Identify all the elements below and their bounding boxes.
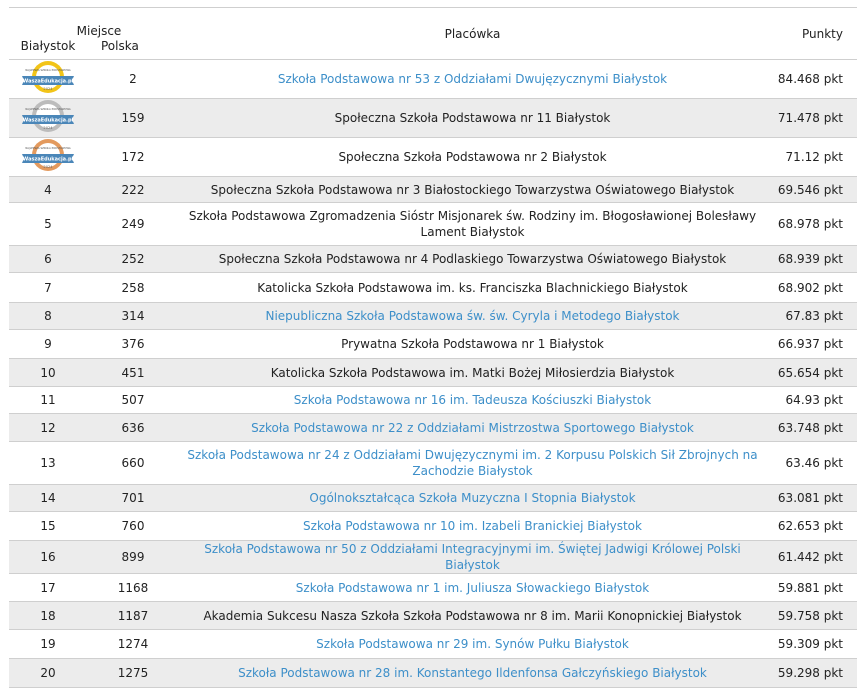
bronze-medal-icon: [20, 138, 76, 172]
table-header: [9, 8, 857, 60]
rank-polska: 660: [121, 456, 145, 470]
school-name: Społeczna Szkoła Podstawowa nr 11 Białystok: [334, 111, 611, 125]
points-value: 59.758 pkt: [777, 608, 843, 623]
points-cell: [766, 303, 857, 330]
table-row: [9, 512, 857, 541]
rank-bialystok-cell: [9, 273, 87, 303]
points-cell: [766, 485, 857, 512]
rank-polska-cell: [87, 99, 179, 138]
table-row: [9, 602, 857, 630]
points-value: 59.309 pkt: [777, 637, 843, 651]
rank-bialystok-cell: [9, 574, 87, 602]
rank-polska: 1274: [117, 637, 149, 651]
school-name: Katolicka Szkoła Podstawowa im. ks. Franciszka Blachnickiego Białystok: [257, 280, 688, 295]
school-cell: [179, 99, 766, 138]
points-value: 63.081 pkt: [777, 491, 843, 505]
table-row: [9, 541, 857, 574]
table-row: [9, 273, 857, 303]
rank-polska: 760: [121, 519, 145, 533]
svg-text:2024: 2024: [43, 126, 53, 130]
table-row: [9, 246, 857, 273]
table-row: [9, 203, 857, 246]
gold-medal-icon: [20, 60, 76, 94]
points-value: 62.653 pkt: [777, 519, 843, 533]
rank-bialystok: 16: [40, 550, 56, 564]
rank-bialystok-cell: [9, 602, 87, 630]
table-row: [9, 359, 857, 387]
ranking-table: [9, 7, 857, 688]
points-value: 64.93 pkt: [785, 393, 843, 407]
rank-polska: 1168: [117, 580, 149, 595]
table-row: [9, 138, 857, 177]
svg-text:2024: 2024: [43, 165, 53, 169]
rank-bialystok: 4: [44, 182, 52, 197]
points-value: 68.978 pkt: [777, 217, 843, 231]
points-cell: [766, 602, 857, 630]
table-row: [9, 485, 857, 512]
rank-bialystok-cell: [9, 512, 87, 541]
table-row: [9, 659, 857, 688]
points-value: 67.83 pkt: [785, 309, 843, 323]
table-row: [9, 630, 857, 659]
rank-bialystok-cell: [9, 414, 87, 442]
school-cell: [179, 485, 766, 512]
header-placowka[interactable]: Placówka: [444, 26, 501, 41]
rank-polska-cell: [87, 203, 179, 246]
rank-bialystok: 20: [40, 666, 56, 680]
points-cell: [766, 99, 857, 138]
table-row: [9, 442, 857, 485]
rank-bialystok-cell: [9, 177, 87, 203]
school-name: Społeczna Szkoła Podstawowa nr 2 Białystok: [338, 150, 607, 164]
school-name: Akademia Sukcesu Nasza Szkoła Szkoła Podstawowa nr 8 im. Marii Konopnickiej Białystok: [203, 608, 742, 623]
points-cell: [766, 387, 857, 414]
svg-text:NAJLEPSZA SZKOŁA PODSTAWOWA: NAJLEPSZA SZKOŁA PODSTAWOWA: [25, 147, 71, 150]
school-link[interactable]: Szkoła Podstawowa nr 53 z Oddziałami Dwujęzycznymi Białystok: [277, 72, 668, 86]
school-cell: [179, 203, 766, 246]
points-cell: [766, 442, 857, 485]
rank-polska-cell: [87, 138, 179, 177]
points-value: 69.546 pkt: [777, 182, 843, 197]
svg-text:WaszaEdukacja.pl: WaszaEdukacja.pl: [22, 156, 74, 163]
school-cell: [179, 387, 766, 414]
points-value: 68.902 pkt: [777, 280, 843, 295]
school-cell: [179, 630, 766, 659]
rank-polska-cell: [87, 512, 179, 541]
rank-bialystok-cell: [9, 330, 87, 359]
school-cell: [179, 574, 766, 602]
school-cell: [179, 273, 766, 303]
school-cell: [179, 177, 766, 203]
points-cell: [766, 273, 857, 303]
rank-polska: 701: [121, 491, 145, 505]
points-value: 71.478 pkt: [777, 111, 843, 125]
rank-bialystok-cell: [9, 359, 87, 387]
school-name: Katolicka Szkoła Podstawowa im. Matki Bożej Miłosierdzia Białystok: [270, 365, 675, 380]
silver-medal-icon: [20, 99, 76, 133]
rank-polska: 314: [121, 309, 145, 323]
rank-bialystok: 13: [40, 456, 56, 470]
svg-text:WaszaEdukacja.pl: WaszaEdukacja.pl: [22, 117, 74, 124]
rank-polska-cell: [87, 177, 179, 203]
points-cell: [766, 246, 857, 273]
school-cell: [179, 414, 766, 442]
school-link[interactable]: Niepubliczna Szkoła Podstawowa św. św. Cyryla i Metodego Białystok: [265, 309, 680, 323]
school-cell: [179, 60, 766, 99]
svg-text:2024: 2024: [43, 87, 53, 91]
rank-bialystok: 15: [40, 519, 56, 533]
points-cell: [766, 630, 857, 659]
rank-bialystok: 14: [40, 491, 56, 505]
rank-bialystok-cell: [9, 485, 87, 512]
rank-bialystok: 7: [44, 280, 52, 295]
school-cell: [179, 303, 766, 330]
school-name: Społeczna Szkoła Podstawowa nr 3 Białostockiego Towarzystwa Oświatowego Białystok: [210, 182, 735, 197]
rank-bialystok-cell: [9, 303, 87, 330]
rank-bialystok-cell: [9, 442, 87, 485]
rank-polska: 222: [121, 182, 145, 197]
rank-bialystok: 17: [40, 580, 56, 595]
school-link[interactable]: Szkoła Podstawowa nr 1 im. Juliusza Słowackiego Białystok: [295, 580, 650, 595]
svg-text:WaszaEdukacja.pl: WaszaEdukacja.pl: [22, 78, 74, 85]
points-cell: [766, 203, 857, 246]
school-cell: [179, 541, 766, 574]
svg-text:NAJLEPSZA SZKOŁA PODSTAWOWA: NAJLEPSZA SZKOŁA PODSTAWOWA: [25, 108, 71, 111]
school-link[interactable]: Ogólnokształcąca Szkoła Muzyczna I Stopnia Białystok: [309, 491, 636, 505]
rank-polska-cell: [87, 303, 179, 330]
school-link[interactable]: Szkoła Podstawowa nr 16 im. Tadeusza Kościuszki Białystok: [293, 393, 652, 407]
points-value: 71.12 pkt: [785, 150, 843, 164]
points-value: 65.654 pkt: [777, 365, 843, 380]
rank-polska-cell: [87, 602, 179, 630]
rank-polska: 636: [121, 420, 145, 435]
school-name: Prywatna Szkoła Podstawowa nr 1 Białystok: [341, 337, 604, 351]
points-value: 61.442 pkt: [777, 550, 843, 564]
school-link[interactable]: Szkoła Podstawowa nr 29 im. Synów Pułku Białystok: [316, 637, 629, 651]
rank-bialystok-cell: [9, 138, 87, 177]
rank-polska: 507: [121, 393, 145, 407]
rank-bialystok-cell: [9, 246, 87, 273]
rank-polska: 159: [121, 111, 145, 125]
header-punkty[interactable]: Punkty: [802, 26, 843, 41]
rank-bialystok-cell: [9, 630, 87, 659]
rank-polska-cell: [87, 246, 179, 273]
table-row: [9, 330, 857, 359]
rank-polska: 252: [121, 252, 145, 266]
rank-bialystok: 9: [44, 337, 52, 351]
table-body: [9, 60, 857, 688]
rank-bialystok-cell: [9, 541, 87, 574]
points-value: 63.46 pkt: [785, 456, 843, 470]
points-value: 59.298 pkt: [777, 666, 843, 680]
points-value: 68.939 pkt: [777, 252, 843, 266]
header-miejsce-label: Miejsce: [76, 24, 122, 38]
school-cell: [179, 138, 766, 177]
rank-polska-cell: [87, 442, 179, 485]
rank-polska: 172: [121, 150, 145, 164]
points-cell: [766, 138, 857, 177]
rank-polska: 2: [129, 72, 137, 86]
points-cell: [766, 177, 857, 203]
table-row: [9, 387, 857, 414]
rank-polska-cell: [87, 485, 179, 512]
points-cell: [766, 512, 857, 541]
school-link[interactable]: Szkoła Podstawowa nr 10 im. Izabeli Branickiej Białystok: [303, 519, 642, 533]
rank-bialystok-cell: [9, 387, 87, 414]
rank-bialystok-cell: [9, 659, 87, 688]
school-name: Szkoła Podstawowa Zgromadzenia Sióstr Misjonarek św. Rodziny im. Błogosławionej Bolesławy Lament Białystok: [188, 209, 757, 239]
header-row: [9, 8, 857, 60]
table-row: [9, 177, 857, 203]
school-cell: [179, 330, 766, 359]
points-value: 59.881 pkt: [777, 580, 843, 595]
rank-polska: 258: [121, 280, 145, 295]
rank-polska: 1275: [117, 666, 149, 680]
svg-text:NAJLEPSZA SZKOŁA PODSTAWOWA: NAJLEPSZA SZKOŁA PODSTAWOWA: [25, 69, 71, 72]
header-polska[interactable]: Polska: [101, 39, 139, 53]
school-link[interactable]: Szkoła Podstawowa nr 28 im. Konstantego Ildenfonsa Gałczyńskiego Białystok: [238, 666, 707, 680]
rank-polska-cell: [87, 574, 179, 602]
rank-bialystok-cell: [9, 203, 87, 246]
points-cell: [766, 574, 857, 602]
points-cell: [766, 414, 857, 442]
school-cell: [179, 602, 766, 630]
table-row: [9, 303, 857, 330]
points-value: 84.468 pkt: [777, 72, 843, 86]
table-row: [9, 60, 857, 99]
rank-polska-cell: [87, 630, 179, 659]
school-link[interactable]: Szkoła Podstawowa nr 24 z Oddziałami Dwujęzycznymi im. 2 Korpusu Polskich Sił Zbrojnych na Zachodzie Białystok: [187, 448, 758, 478]
school-cell: [179, 442, 766, 485]
table-row: [9, 574, 857, 602]
school-link[interactable]: Szkoła Podstawowa nr 22 z Oddziałami Mistrzostwa Sportowego Białystok: [251, 420, 694, 435]
rank-polska-cell: [87, 541, 179, 574]
header-miejsce: [9, 8, 179, 60]
rank-bialystok-cell: [9, 60, 87, 99]
rank-bialystok: 5: [44, 217, 52, 231]
table-row: [9, 99, 857, 138]
rank-polska: 451: [121, 365, 145, 380]
rank-polska-cell: [87, 387, 179, 414]
rank-bialystok: 12: [40, 420, 56, 435]
points-cell: [766, 541, 857, 574]
points-cell: [766, 359, 857, 387]
rank-polska: 376: [121, 337, 145, 351]
rank-polska-cell: [87, 359, 179, 387]
school-cell: [179, 512, 766, 541]
rank-polska-cell: [87, 60, 179, 99]
points-cell: [766, 330, 857, 359]
points-value: 66.937 pkt: [777, 337, 843, 351]
rank-bialystok: 8: [44, 309, 52, 323]
points-value: 63.748 pkt: [777, 420, 843, 435]
rank-bialystok: 19: [40, 637, 56, 651]
school-name: Społeczna Szkoła Podstawowa nr 4 Podlaskiego Towarzystwa Oświatowego Białystok: [218, 252, 727, 266]
school-cell: [179, 246, 766, 273]
rank-bialystok: 18: [40, 608, 56, 623]
table-row: [9, 414, 857, 442]
school-cell: [179, 359, 766, 387]
rank-bialystok: 6: [44, 252, 52, 266]
rank-polska-cell: [87, 414, 179, 442]
rank-polska: 1187: [117, 608, 149, 623]
rank-bialystok-cell: [9, 99, 87, 138]
points-cell: [766, 659, 857, 688]
rank-polska: 249: [121, 217, 145, 231]
header-bialystok[interactable]: Białystok: [20, 39, 76, 53]
rank-bialystok: 11: [40, 393, 56, 407]
school-link[interactable]: Szkoła Podstawowa nr 50 z Oddziałami Integracyjnymi im. Świętej Jadwigi Królowej Polski Białystok: [204, 542, 741, 572]
rank-polska: 899: [121, 550, 145, 564]
rank-polska-cell: [87, 659, 179, 688]
points-cell: [766, 60, 857, 99]
rank-polska-cell: [87, 273, 179, 303]
school-cell: [179, 659, 766, 688]
rank-polska-cell: [87, 330, 179, 359]
rank-bialystok: 10: [40, 365, 56, 380]
